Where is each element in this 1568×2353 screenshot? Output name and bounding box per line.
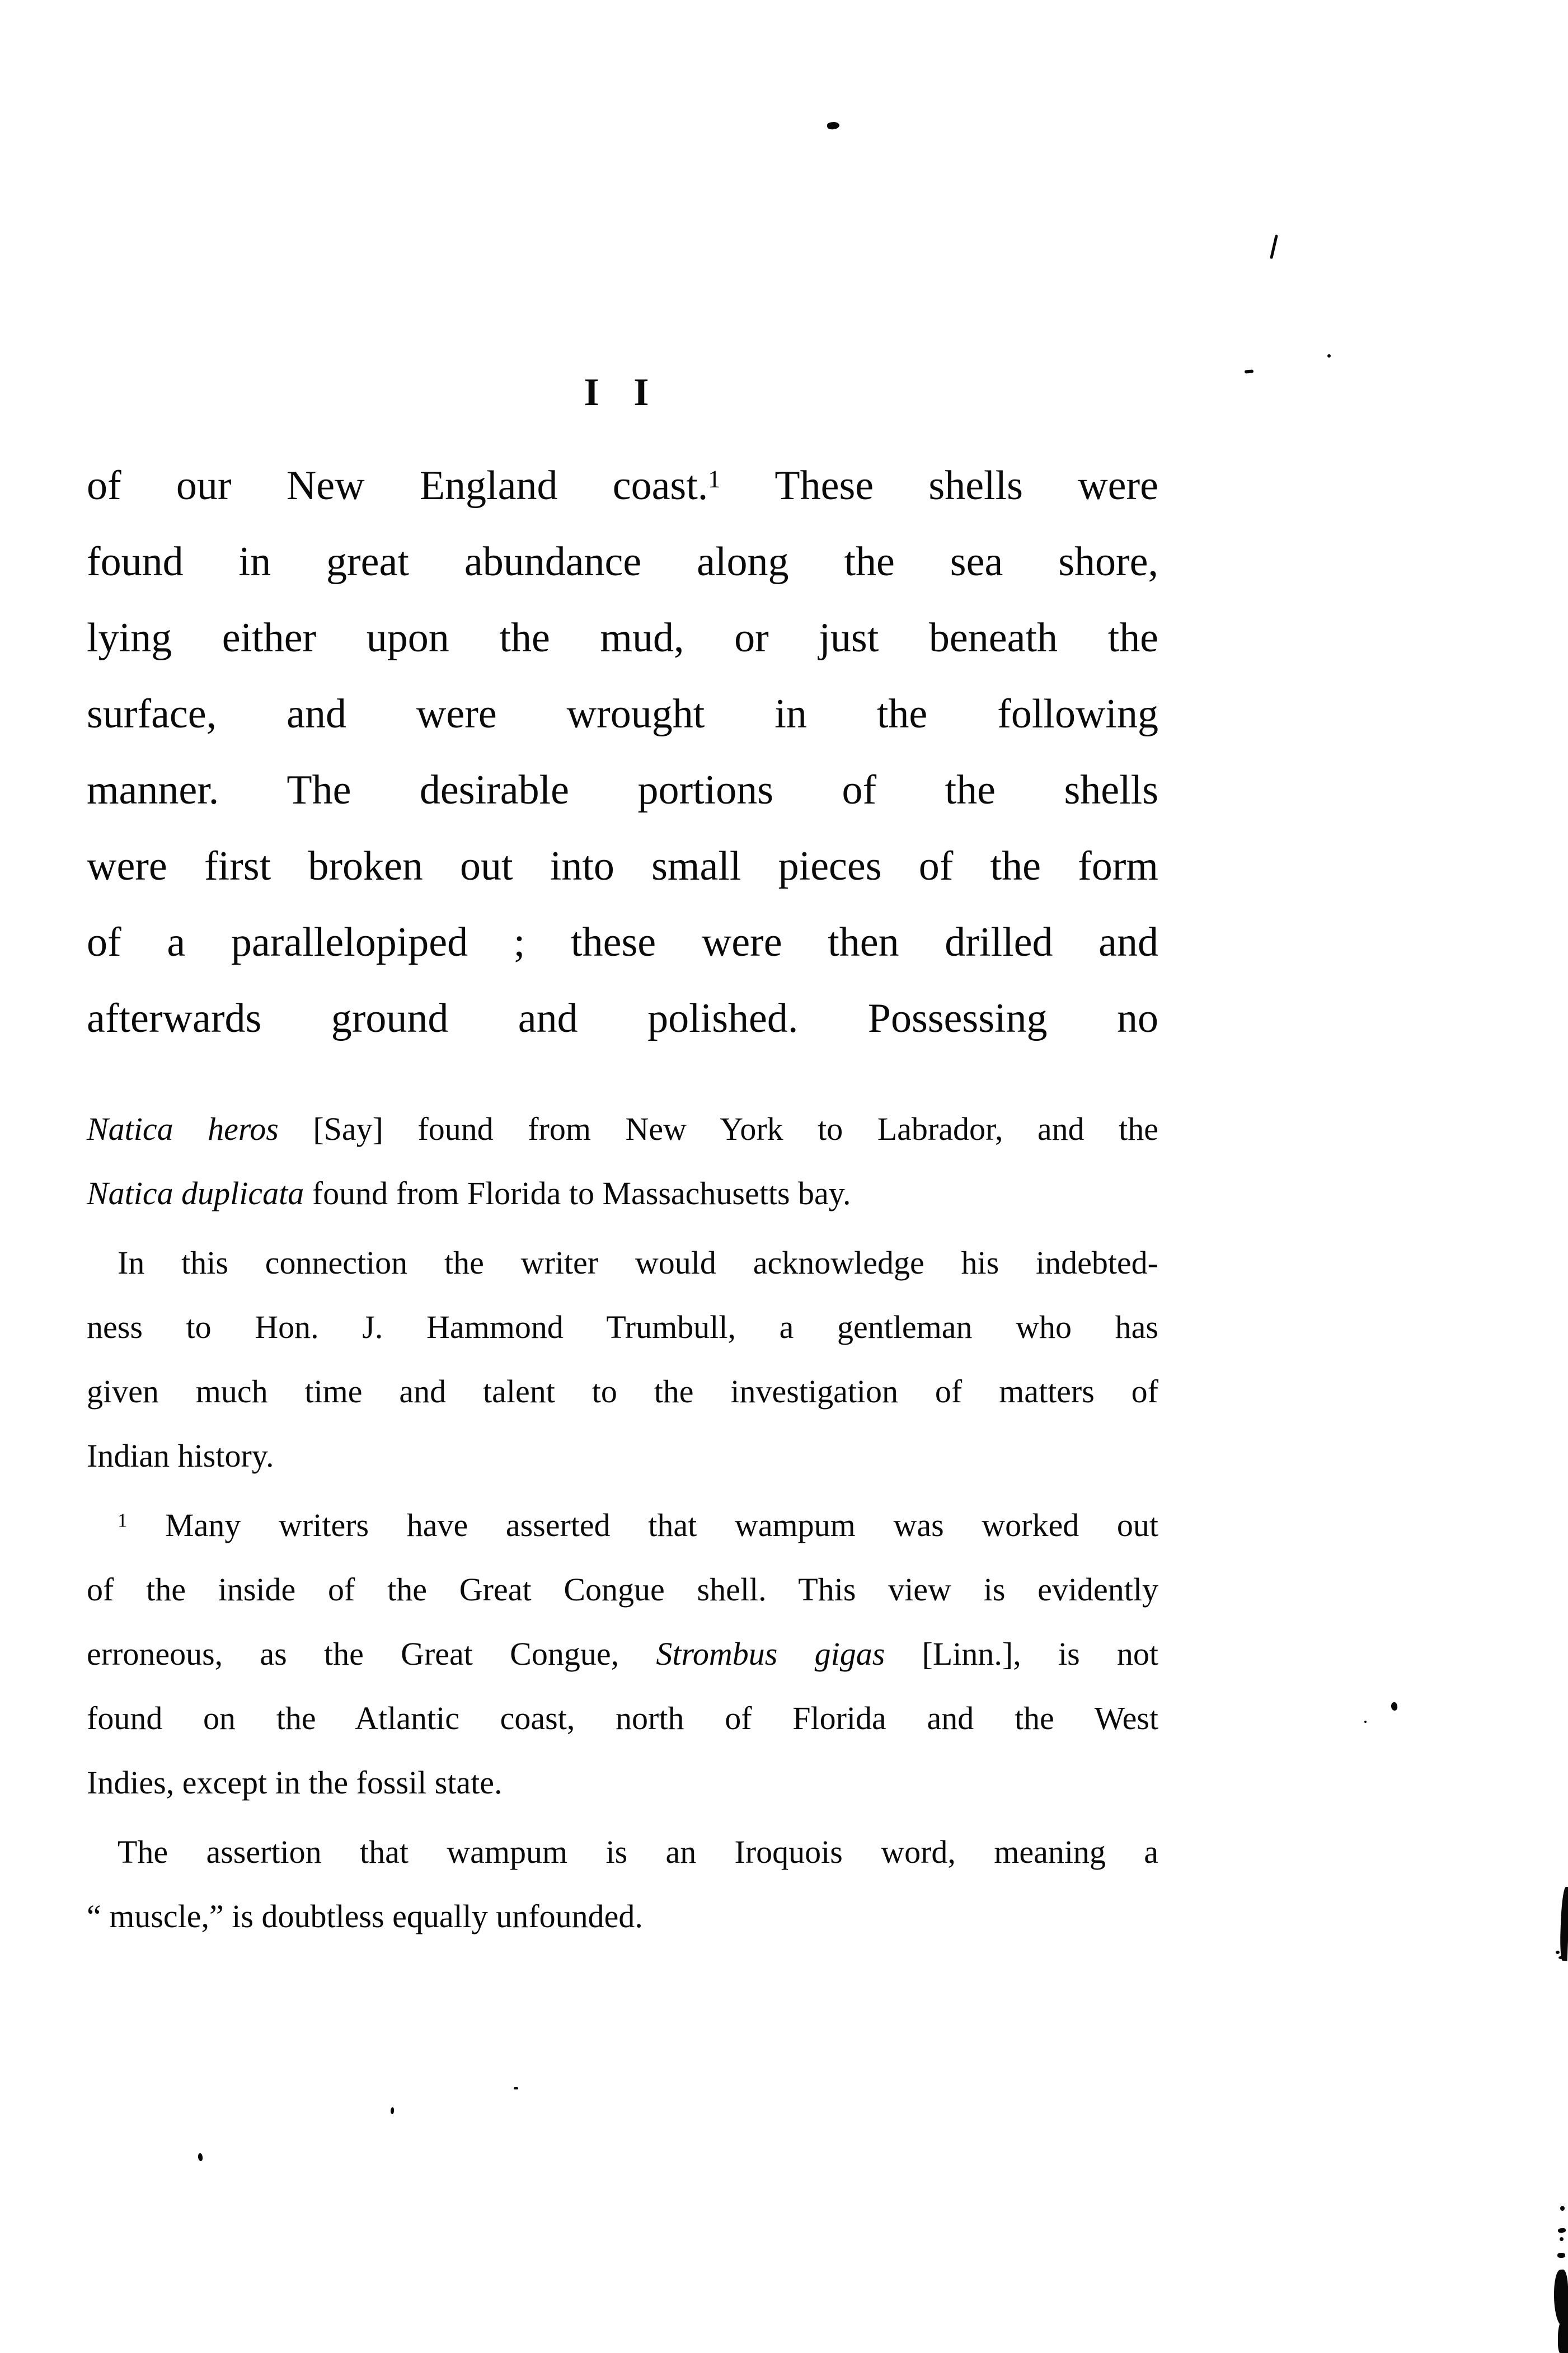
text-segment: Many writers have asserted that wampum was worked out bbox=[127, 1507, 1158, 1543]
ink-dot bbox=[1327, 354, 1331, 358]
ink-dot bbox=[1560, 2237, 1564, 2241]
text-segment: In this connection the writer would acknowledge his indebted- bbox=[118, 1244, 1158, 1281]
text-segment: found from Florida to Massachusetts bay. bbox=[304, 1175, 851, 1211]
text-line bbox=[87, 828, 1158, 904]
text-segment: [Linn.], is not bbox=[885, 1636, 1158, 1672]
text-segment: [Say] found from New York to Labrador, and the bbox=[278, 1111, 1159, 1147]
text-line bbox=[87, 1424, 1158, 1488]
text-segment: afterwards ground and polished. Possessing no bbox=[87, 995, 1158, 1041]
ink-speck bbox=[198, 2153, 203, 2162]
ink-speck bbox=[827, 121, 840, 130]
ink-dash bbox=[1245, 369, 1254, 373]
text-line bbox=[87, 524, 1158, 600]
text-segment: of a parallelopiped ; these were then drilled and bbox=[87, 919, 1158, 965]
text-line bbox=[87, 1686, 1158, 1750]
ink-dot bbox=[1558, 1956, 1563, 1959]
text-segment: were first broken out into small pieces of the form bbox=[87, 843, 1158, 889]
text-line bbox=[87, 1493, 1158, 1557]
main-paragraph bbox=[87, 448, 1158, 1056]
ink-dot bbox=[1560, 2206, 1565, 2211]
text-segment: Indian history. bbox=[87, 1438, 274, 1474]
text-line bbox=[87, 676, 1158, 752]
text-line bbox=[87, 904, 1158, 980]
text-segment: given much time and talent to the investigation of matters of bbox=[87, 1373, 1158, 1410]
text-segment: of the inside of the Great Congue shell. This view is evidently bbox=[87, 1571, 1158, 1608]
footnote-superscript-marker: 1 bbox=[118, 1509, 128, 1532]
ink-dash bbox=[1558, 2228, 1566, 2233]
ink-dash bbox=[1557, 2253, 1565, 2258]
text-line bbox=[87, 1750, 1158, 1815]
text-segment: These shells were bbox=[720, 463, 1158, 509]
ink-corner-blob bbox=[1558, 2319, 1568, 2353]
italic-text-segment: Natica heros bbox=[87, 1111, 279, 1147]
ink-dash bbox=[514, 2087, 518, 2089]
text-segment: found in great abundance along the sea shore, bbox=[87, 539, 1158, 585]
ink-speck bbox=[1391, 1702, 1398, 1711]
text-segment: lying either upon the mud, or just beneath the bbox=[87, 615, 1158, 661]
text-segment: Indies, except in the fossil state. bbox=[87, 1764, 503, 1801]
page-number: I I bbox=[584, 371, 661, 414]
italic-text-segment: Strombus gigas bbox=[656, 1636, 885, 1672]
text-line bbox=[87, 1884, 1158, 1948]
text-line bbox=[87, 1820, 1158, 1884]
ink-corner-blob bbox=[1552, 2269, 1568, 2326]
text-line bbox=[87, 1097, 1158, 1161]
ink-dot bbox=[1556, 1951, 1560, 1954]
italic-text-segment: Natica duplicata bbox=[87, 1175, 304, 1211]
text-segment: of our New England coast. bbox=[87, 463, 708, 509]
text-line bbox=[87, 1622, 1158, 1686]
ink-dot bbox=[1364, 1721, 1367, 1723]
text-line bbox=[87, 448, 1158, 524]
text-segment: “ muscle,” is doubtless equally unfounded. bbox=[87, 1898, 643, 1934]
ink-slash-mark bbox=[1270, 234, 1278, 259]
text-line bbox=[87, 1359, 1158, 1424]
ink-edge-streak bbox=[1560, 1887, 1568, 1961]
text-line bbox=[87, 1161, 1158, 1225]
text-line bbox=[87, 752, 1158, 828]
text-segment: The assertion that wampum is an Iroquois word, meaning a bbox=[118, 1834, 1158, 1870]
text-segment: erroneous, as the Great Congue, bbox=[87, 1636, 656, 1672]
text-segment: manner. The desirable portions of the shells bbox=[87, 767, 1158, 813]
footnote-block bbox=[87, 1097, 1158, 1948]
ink-speck bbox=[390, 2107, 394, 2115]
footnote-superscript-marker: 1 bbox=[708, 464, 721, 493]
text-line bbox=[87, 1557, 1158, 1622]
text-line bbox=[87, 980, 1158, 1056]
text-line bbox=[87, 600, 1158, 676]
text-line bbox=[87, 1295, 1158, 1359]
text-segment: surface, and were wrought in the following bbox=[87, 691, 1158, 737]
text-segment: ness to Hon. J. Hammond Trumbull, a gentleman who has bbox=[87, 1309, 1158, 1345]
text-segment: found on the Atlantic coast, north of Florida and the West bbox=[87, 1700, 1158, 1736]
text-line bbox=[87, 1230, 1158, 1295]
